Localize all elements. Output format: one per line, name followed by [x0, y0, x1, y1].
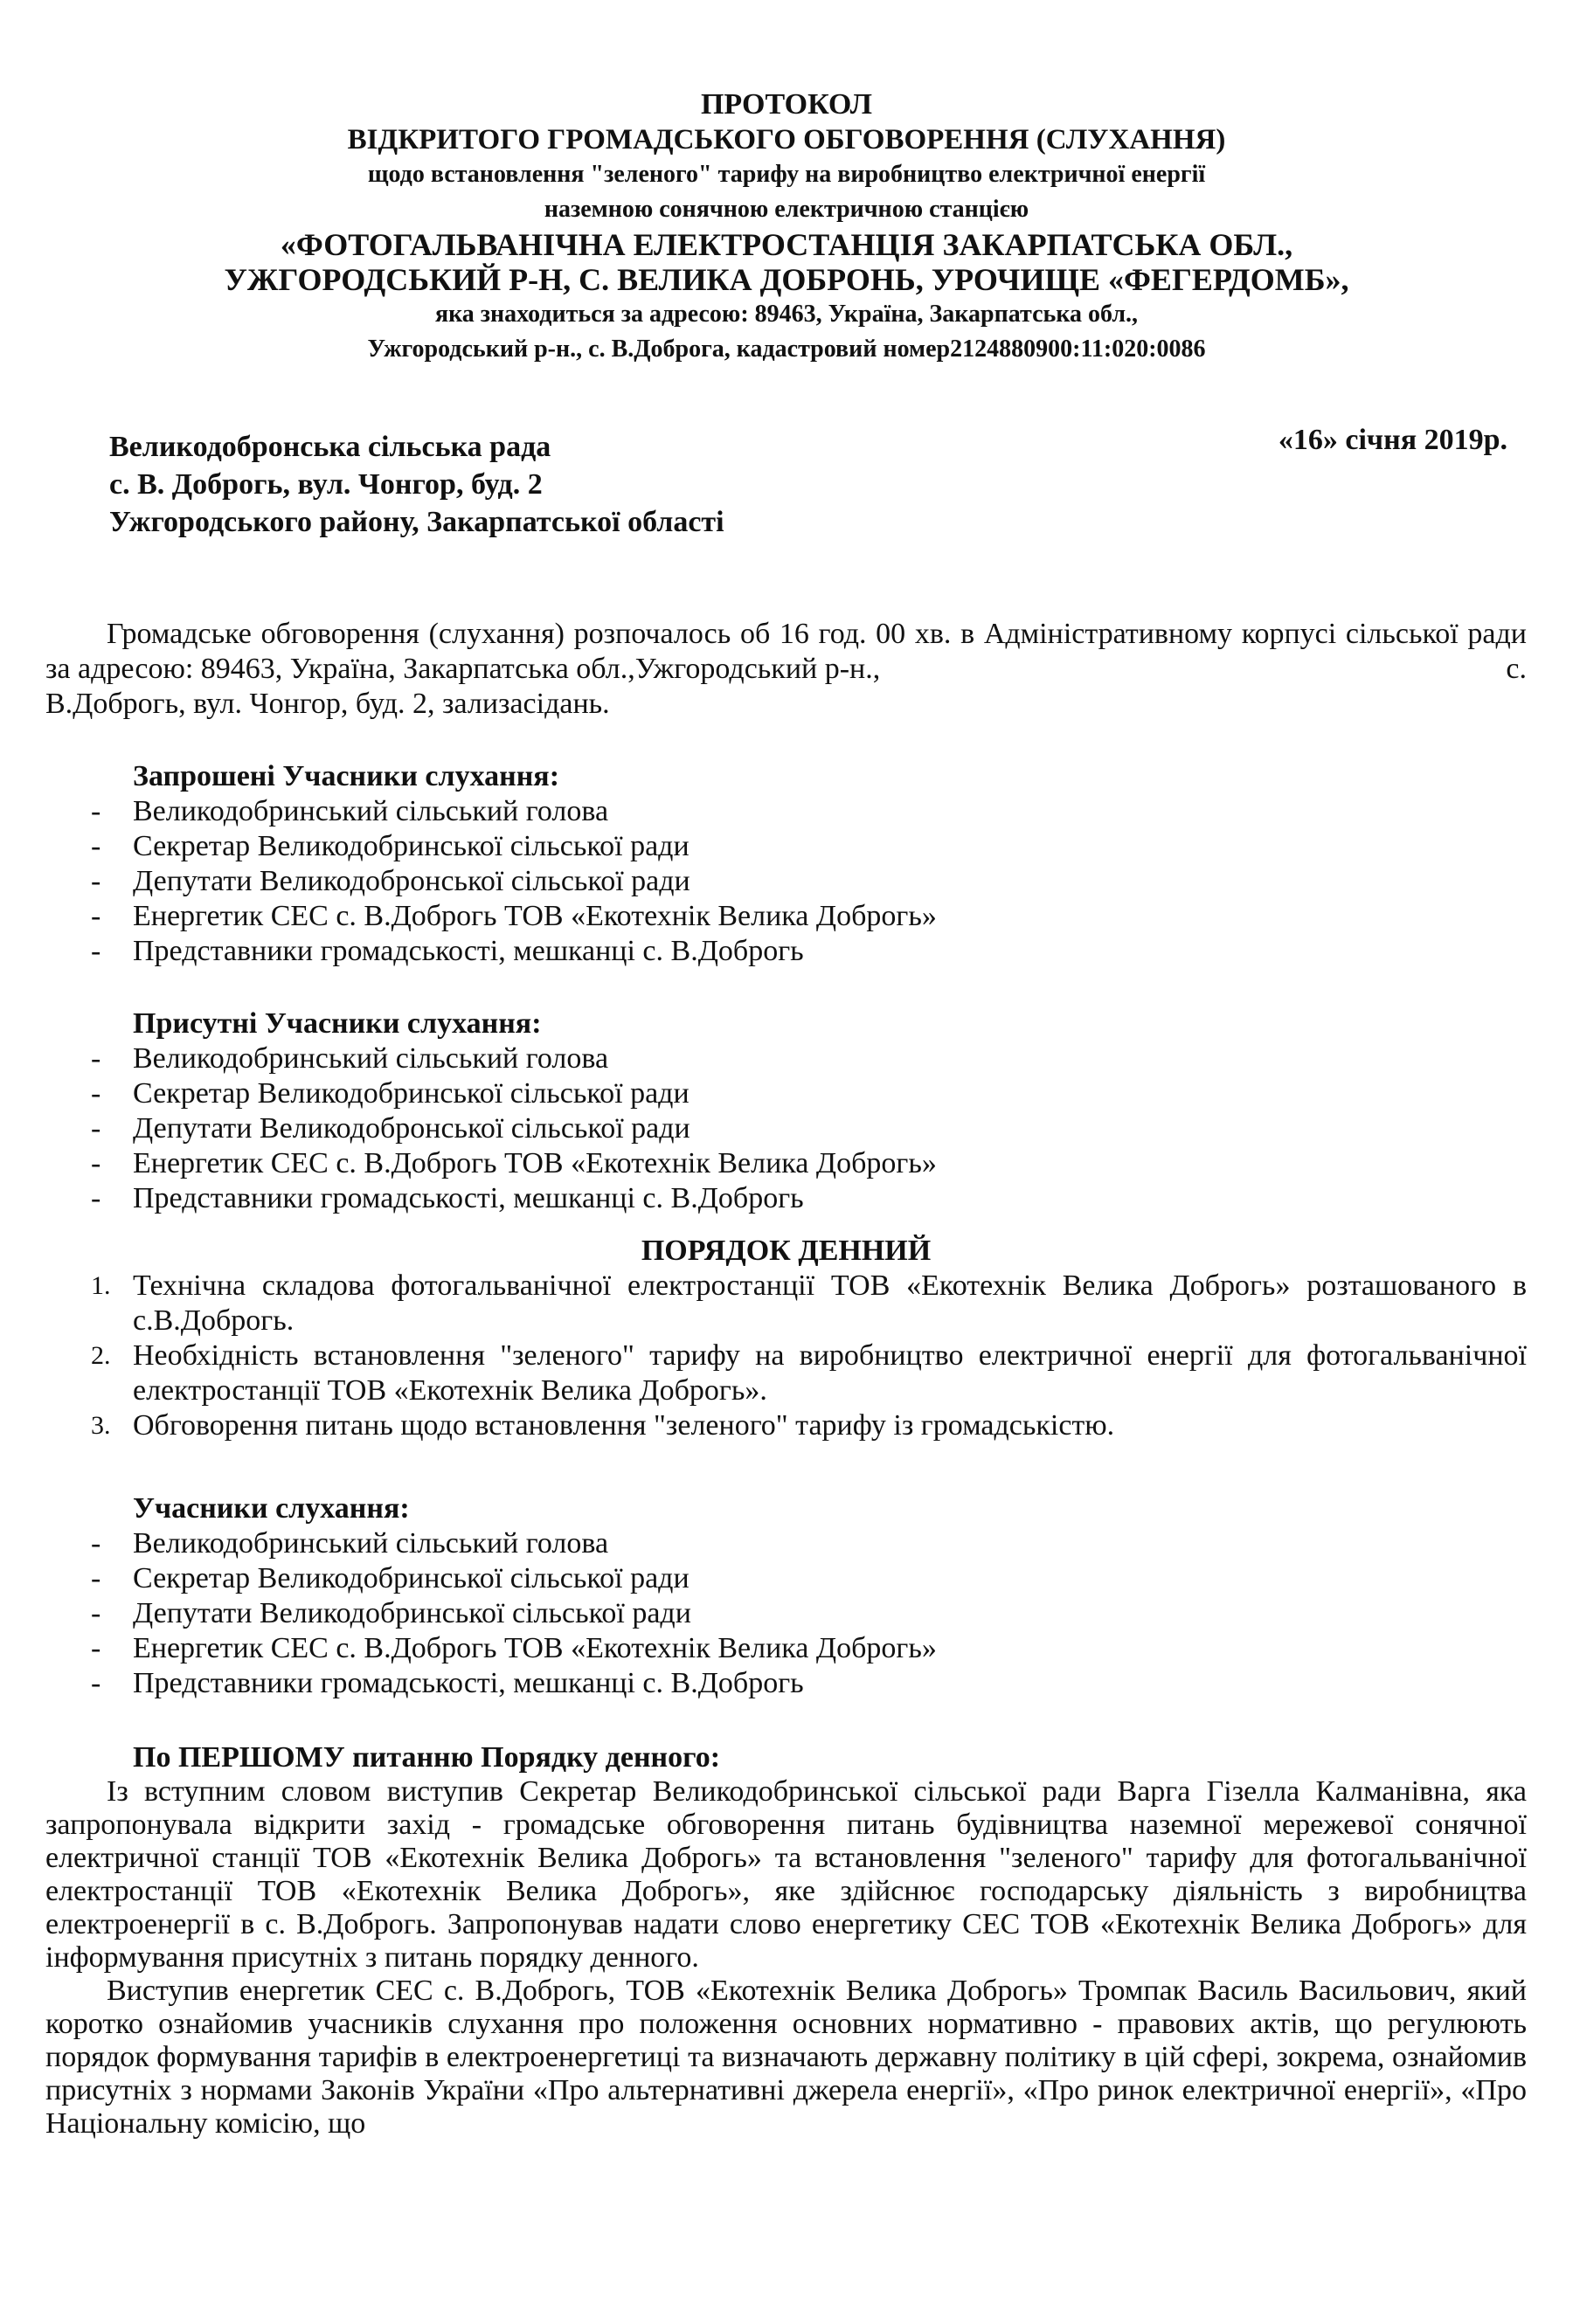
intro-paragraph-cont: В.Доброгь, вул. Чонгор, буд. 2, зализасідань. [45, 688, 610, 720]
first-question-body [45, 1775, 1527, 2141]
station-subtitle: наземною сонячною електричною станцією [544, 196, 1029, 223]
agenda-item [45, 1269, 1527, 1338]
list-item: - Депутати Великодобринської сільської ради [45, 1596, 1527, 1631]
participants-heading: Учасники слухання: [133, 1492, 410, 1525]
agenda-item-text: Необхідність встановлення "зеленого" тарифу на виробництво електричної енергії для фотогальванічної електростанції ТОВ «Екотехнік Велика Доброгь». [133, 1339, 1527, 1407]
document-date: «16» січня 2019р. [1278, 424, 1507, 456]
list-item: - Представники громадськості, мешканці с. В.Доброгь [45, 934, 1527, 969]
agenda-item [45, 1338, 1527, 1408]
station-name-line1: «ФОТОГАЛЬВАНІЧНА ЕЛЕКТРОСТАНЦІЯ ЗАКАРПАТСЬКА ОБЛ., [280, 227, 1293, 262]
list-item: - Секретар Великодобринської сільської ради [45, 829, 1527, 864]
agenda-title: ПОРЯДОК ДЕННИЙ [641, 1235, 932, 1267]
cadastral-line: Ужгородський р-н., с. В.Доброга, кадастровий номер2124880900:11:020:0086 [367, 335, 1206, 363]
council-district: Ужгородського району, Закарпатської області [109, 506, 724, 538]
agenda-item-number: 3. [91, 1411, 111, 1440]
agenda-item [45, 1408, 1527, 1443]
list-item: - Депутати Великодобронської сільської ради [45, 1111, 1527, 1146]
first-question-paragraph: Із вступним словом виступив Секретар Великодобринської сільської ради Варга Гізелла Калманівна, яка запропонувала відкрити захід - громадське обговорення питань будівництва наземної мережевої сонячної електричної станції ТОВ «Екотехнік Велика Доброгь» та встановлення "зеленого" тарифу для фотогальванічної електростанції ТОВ «Екотехнік Велика Доброгь», яке здійснює господарську діяльність з виробництва електроенергії в с. В.Доброгь. Запропонував надати слово енергетику СЕС ТОВ «Екотехнік Велика Доброгь» для інформування присутніх з питань порядку денного. [45, 1775, 1527, 1974]
hearing-title: ВІДКРИТОГО ГРОМАДСЬКОГО ОБГОВОРЕННЯ (СЛУХАННЯ) [347, 124, 1226, 156]
agenda-item-number: 2. [91, 1341, 111, 1370]
intro-paragraph [45, 617, 1527, 687]
protocol-header [0, 87, 1573, 367]
station-name-line2: УЖГОРОДСЬКИЙ Р-Н, С. ВЕЛИКА ДОБРОНЬ, УРОЧИЩЕ «ФЕГЕРДОМБ», [224, 262, 1349, 297]
first-question-heading: По ПЕРШОМУ питанню Порядку денного: [133, 1741, 721, 1774]
council-street: с. В. Доброгь, вул. Чонгор, буд. 2 [109, 468, 543, 501]
list-item: - Великодобринський сільський голова [45, 1526, 1527, 1561]
present-list [45, 1041, 1527, 1216]
present-heading: Присутні Учасники слухання: [133, 1007, 542, 1040]
first-question-paragraph: Виступив енергетик СЕС с. В.Доброгь, ТОВ «Екотехнік Велика Доброгь» Тромпак Василь Васильович, який коротко ознайомив учасників слухання про положення основних нормативно - правових актів, що регулюють порядок формування тарифів в електроенергетиці та визначають державну політику в цій сфері, зокрема, ознайомив присутніх з нормами Законів України «Про альтернативні джерела енергії», «Про ринок електричної енергії», «Про Національну комісію, що [45, 1975, 1527, 2140]
list-item: - Великодобринський сільський голова [45, 794, 1527, 829]
address-line: яка знаходиться за адресою: 89463, Україна, Закарпатська обл., [434, 301, 1139, 328]
council-name: Великодобронська сільська рада [109, 431, 551, 463]
list-item: - Енергетик СЕС с. В.Доброгь ТОВ «Екотехнік Велика Доброгь» [45, 1146, 1527, 1181]
council-address [109, 428, 724, 541]
intro-text: Громадське обговорення (слухання) розпочалось об 16 год. 00 хв. в Адміністративному корпусі сільської ради за адресою: 89463, Україна, Закарпатська обл.,Ужгородський р-н., [45, 618, 1527, 685]
agenda-list [45, 1269, 1527, 1443]
list-item: - Енергетик СЕС с. В.Доброгь ТОВ «Екотехнік Велика Доброгь» [45, 1631, 1527, 1666]
list-item: - Великодобринський сільський голова [45, 1041, 1527, 1076]
invited-list [45, 794, 1527, 969]
list-item: - Секретар Великодобринської сільської ради [45, 1561, 1527, 1596]
protocol-title: ПРОТОКОЛ [700, 88, 873, 121]
list-item: - Представники громадськості, мешканці с. В.Доброгь [45, 1181, 1527, 1216]
document-body [45, 617, 1527, 2141]
list-item: - Енергетик СЕС с. В.Доброгь ТОВ «Екотехнік Велика Доброгь» [45, 899, 1527, 934]
intro-text-end: с. [1506, 653, 1527, 685]
agenda-item-text: Обговорення питань щодо встановлення "зеленого" тарифу із громадськістю. [133, 1409, 1115, 1442]
agenda-item-number: 1. [91, 1271, 111, 1300]
list-item: - Представники громадськості, мешканці с. В.Доброгь [45, 1666, 1527, 1701]
list-item: - Секретар Великодобринської сільської ради [45, 1076, 1527, 1111]
tariff-subtitle: щодо встановлення "зеленого" тарифу на виробництво електричної енергії [367, 161, 1206, 188]
invited-heading: Запрошені Учасники слухання: [133, 760, 560, 792]
agenda-item-text: Технічна складова фотогальванічної електростанції ТОВ «Екотехнік Велика Доброгь» розташованого в с.В.Доброгь. [133, 1269, 1527, 1337]
participants-list [45, 1526, 1527, 1701]
list-item: - Депутати Великодобронської сільської ради [45, 864, 1527, 899]
